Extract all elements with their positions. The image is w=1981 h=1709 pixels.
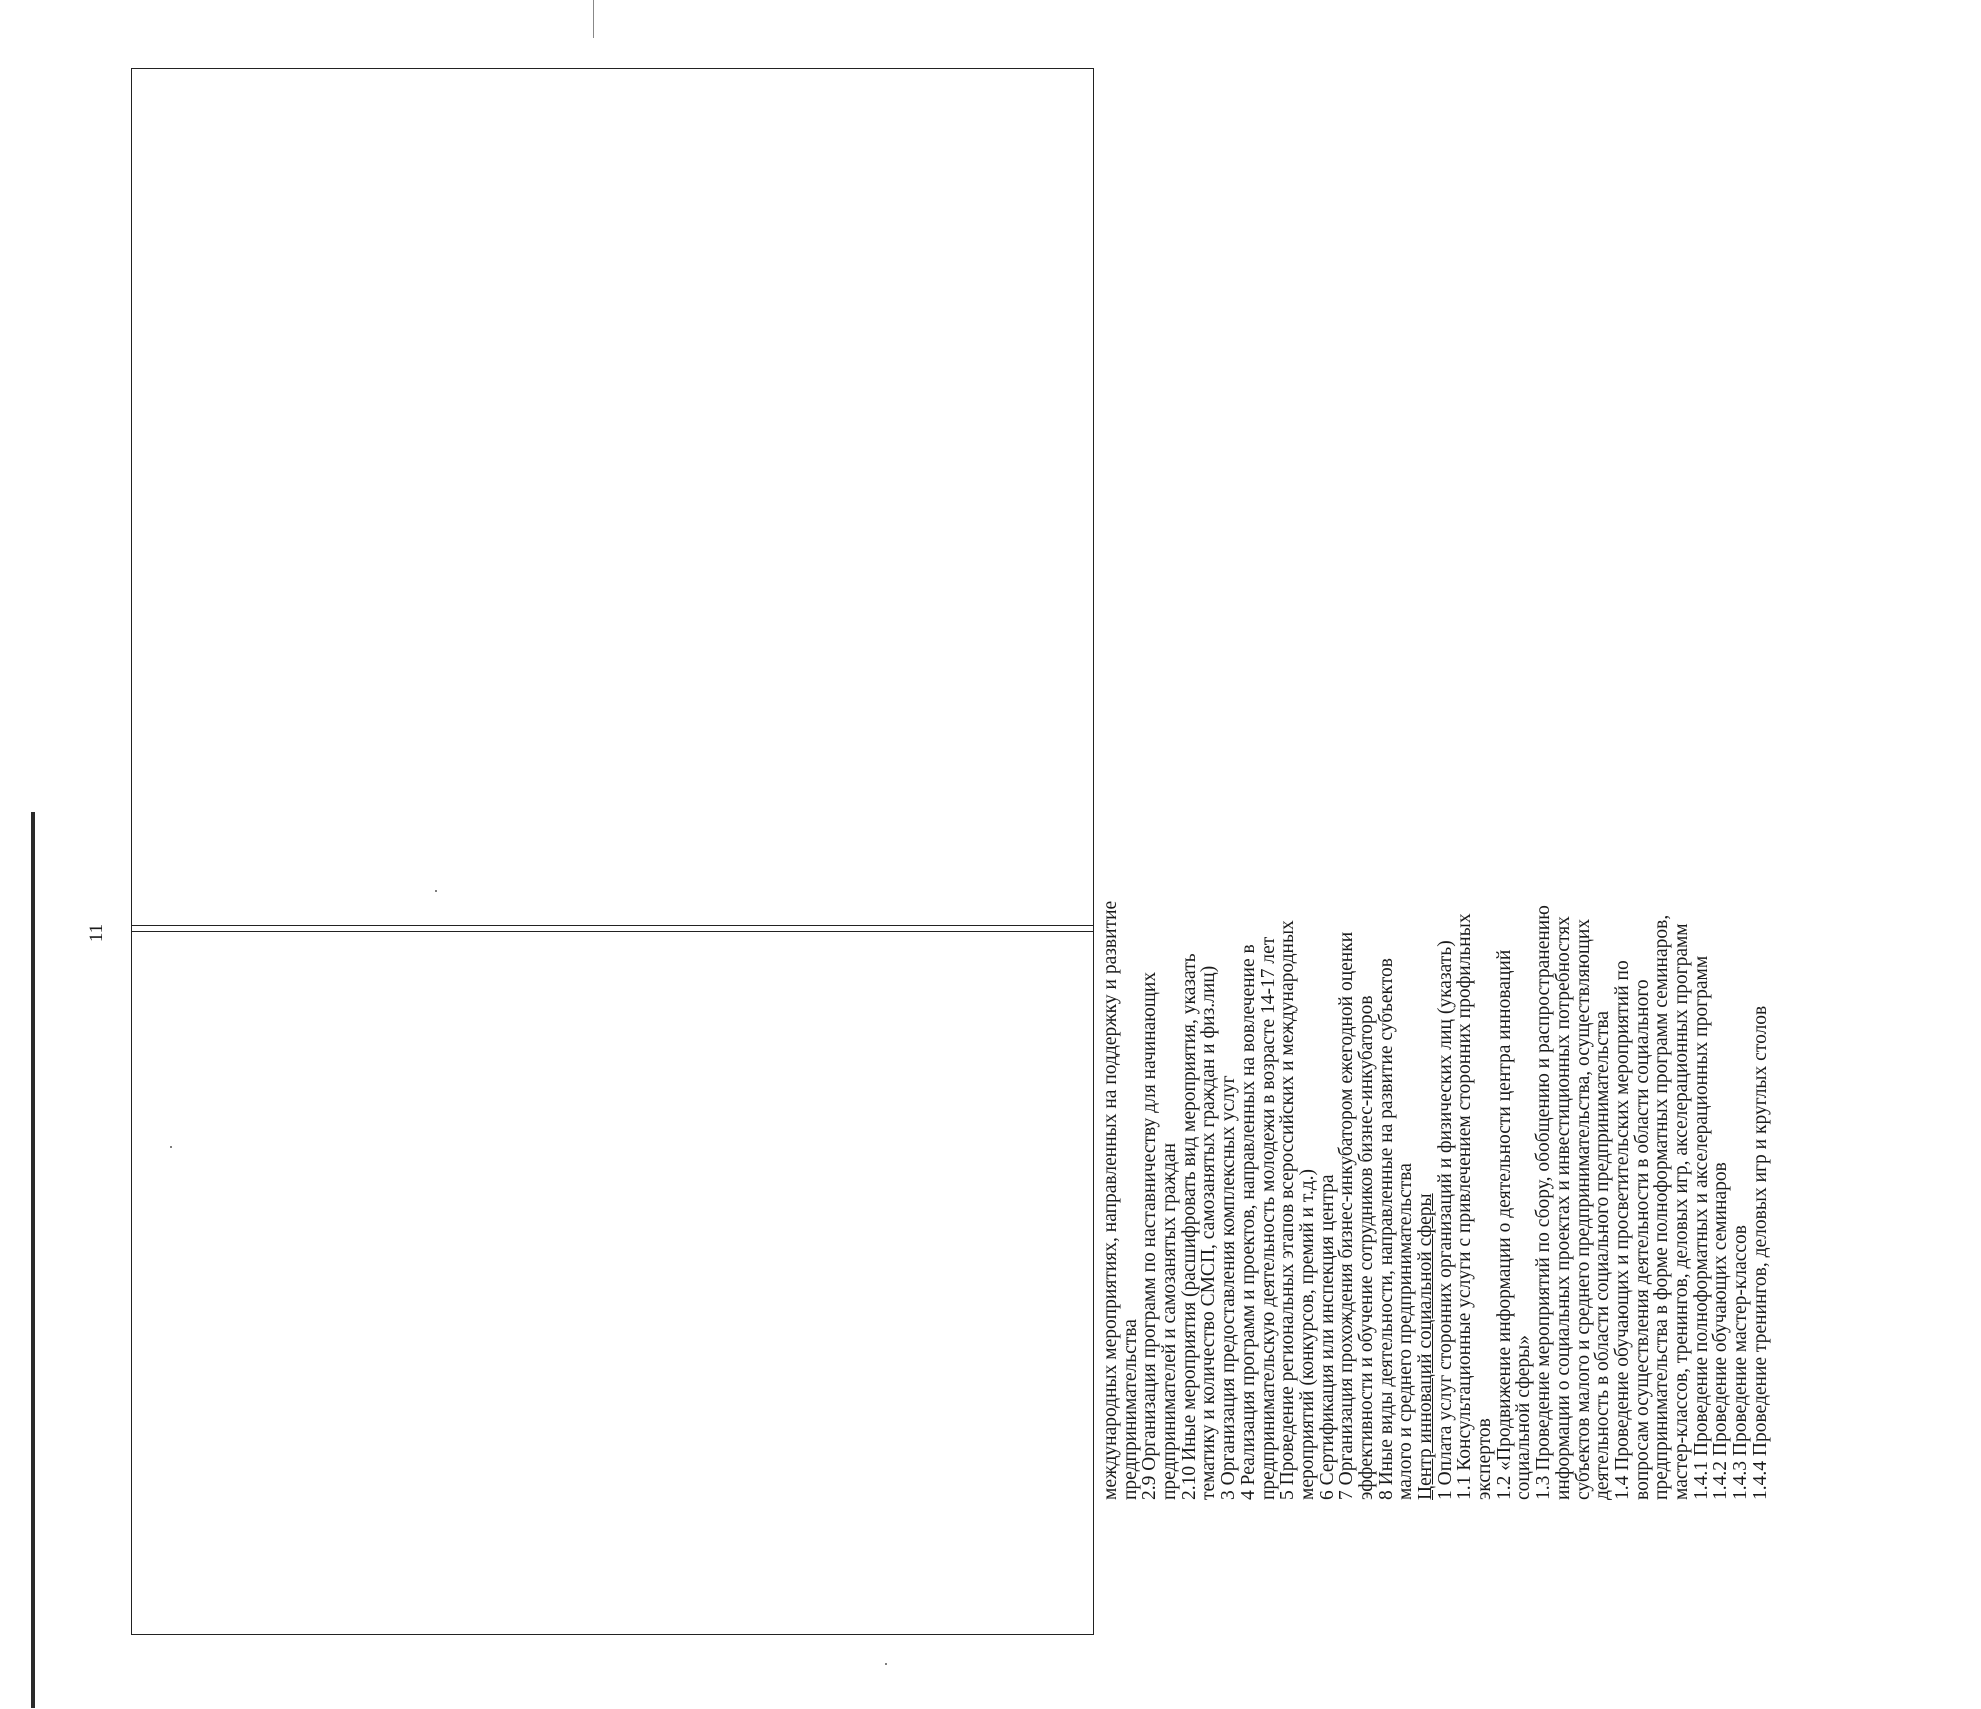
- text-line: 7 Организация прохождения бизнес-инкубатором ежегодной оценки: [1336, 931, 1358, 1500]
- page-number: 11: [86, 923, 107, 943]
- text-line: мастер-классов, тренингов, деловых игр, акселерационных программ: [1670, 923, 1692, 1500]
- text-line: 1.4.4 Проведение тренингов, деловых игр и круглых столов: [1749, 1005, 1771, 1500]
- text-line: предпринимательства в форме полноформатных программ семинаров,: [1651, 914, 1673, 1500]
- document-text-block: [1101, 80, 1981, 1500]
- text-line: 5 Проведение региональных этапов всероссийских и международных: [1277, 920, 1299, 1500]
- text-line: информации о социальных проектах и инвестиционных потребностях: [1552, 916, 1574, 1500]
- text-line: 4 Реализация программ и проектов, направленных на вовлечение в: [1237, 944, 1259, 1500]
- text-line: 8 Иные виды деятельности, направленные на развитие субъектов: [1375, 958, 1397, 1500]
- text-line: экспертов: [1474, 1418, 1496, 1500]
- text-line: 1.4 Проведение обучающих и просветительских мероприятий по: [1611, 960, 1633, 1500]
- text-line: социальной сферы»: [1513, 1334, 1535, 1500]
- text-line: субъектов малого и среднего предпринимательства, осуществляющих: [1572, 918, 1594, 1500]
- text-line: мероприятий (конкурсов, премий и т.д.): [1296, 1168, 1318, 1500]
- text-line: эффективности и обучение сотрудников бизнес-инкубаторов: [1355, 995, 1377, 1500]
- text-line: 1.1 Консультационные услуги с привлечением сторонних профильных: [1454, 913, 1476, 1500]
- text-line: международных мероприятиях, направленных на поддержку и развитие: [1100, 900, 1121, 1500]
- scan-edge-mark: [31, 812, 35, 1708]
- scan-top-mark: [593, 0, 594, 38]
- table-row-divider: [131, 925, 1094, 926]
- text-line: предпринимательскую деятельность молодежи в возрасте 14-17 лет: [1257, 936, 1279, 1500]
- text-line: 1.4.1 Проведение полноформатных и акселерационных программ: [1690, 955, 1712, 1500]
- text-line: предпринимательства: [1119, 1319, 1141, 1500]
- text-line: тематику и количество СМСП, самозанятых граждан и физ.лиц): [1198, 965, 1220, 1500]
- text-line: вопросам осуществления деятельности в области социального: [1631, 979, 1653, 1500]
- scan-speck: [885, 1663, 887, 1665]
- text-line: 2.9 Организация программ по наставничеству для начинающих: [1139, 971, 1161, 1500]
- text-line: 1 Оплата услуг сторонних организаций и физических лиц (указать): [1434, 940, 1456, 1500]
- text-line: 6 Сертификация или инспекция центра: [1316, 1174, 1338, 1500]
- text-line: 1.2 «Продвижение информации о деятельности центра инноваций: [1493, 949, 1515, 1500]
- text-line: Центр инноваций социальной сферы: [1415, 1193, 1436, 1500]
- text-line: предпринимателей и самозанятых граждан: [1159, 1142, 1181, 1500]
- text-line: 1.4.2 Проведение обучающих семинаров: [1710, 1162, 1732, 1500]
- text-line: деятельность в области социального предпринимательства: [1592, 1010, 1614, 1500]
- text-line: 2.10 Иные мероприятия (расшифровать вид мероприятия, указать: [1178, 953, 1200, 1500]
- table-row-divider-inner: [131, 931, 1094, 932]
- text-line: малого и среднего предпринимательства: [1395, 1163, 1417, 1500]
- text-line: 1.3 Проведение мероприятий по сбору, обобщению и распространению: [1533, 905, 1555, 1500]
- text-line: 3 Организация предоставления комплексных услуг: [1218, 1075, 1240, 1500]
- text-line: 1.4.3 Проведение мастер-классов: [1730, 1225, 1751, 1500]
- table-border: [131, 68, 1094, 1635]
